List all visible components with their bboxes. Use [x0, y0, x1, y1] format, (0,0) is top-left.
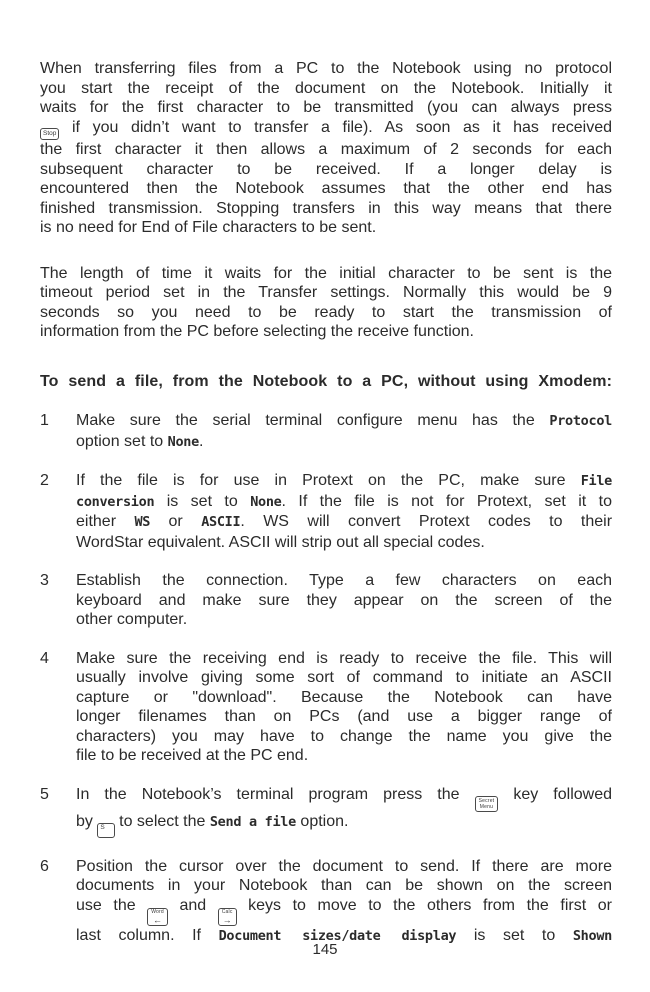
inline-code: None [250, 493, 282, 510]
list-item [40, 411, 612, 452]
list-item-number: 1 [40, 412, 49, 429]
list-item [40, 785, 612, 838]
text-line: If the file is for use in Protext on the PC, make sure File [76, 472, 612, 489]
list-item [40, 857, 612, 947]
text-line: last column. If Document sizes/date display is set to Shown [76, 926, 612, 944]
list-item-number: 4 [40, 649, 49, 667]
text-line: seconds so you need to be ready to start the transmission of [40, 303, 612, 321]
text-line: Stop if you didn’t want to transfer a file). As soon as it has received [40, 118, 612, 141]
inline-code: None [167, 433, 199, 450]
text-line: subsequent character to be received. If a longer delay is [40, 160, 612, 178]
text-line: by S to select the Send a file option. [76, 812, 612, 838]
text-line: waits for the first character to be transmitted (you can always press [40, 99, 612, 116]
calc-right-key-icon: Calc → [218, 908, 237, 926]
inline-code: WS [134, 514, 151, 530]
list-item-number: 2 [40, 472, 49, 489]
stop-key-icon: Stop [40, 128, 59, 141]
list-item-text [76, 571, 612, 630]
text-line: Position the cursor over the document to send. If there are more [76, 857, 612, 875]
text-line: file to be received at the PC end. [76, 747, 309, 764]
text-line: The length of time it waits for the initial character to be sent is the [40, 264, 612, 282]
list-item [40, 649, 612, 766]
text-line: timeout period set in the Transfer settings. Normally this would be 9 [40, 284, 612, 301]
text-line: is no need for End of File characters to be sent. [40, 219, 377, 236]
text-line: characters) you may have to change the name you give the [76, 727, 612, 745]
text-line: In the Notebook’s terminal program press the Secret Menu key followed [76, 785, 612, 813]
s-key-icon: S [97, 823, 114, 838]
text-line: use the Word ← and Calc → keys to move to the others from the first or [76, 896, 612, 925]
inline-code: Send a file [209, 814, 296, 830]
text-line: usually involve giving some sort of command to initiate an ASCII [76, 669, 612, 686]
list-item-number: 3 [40, 572, 49, 589]
text-line: the first character it then allows a maximum of 2 seconds for each [40, 141, 612, 158]
inline-code: Shown [572, 927, 612, 944]
text-line: When transferring files from a PC to the Notebook using no protocol [40, 60, 612, 77]
text-line: WordStar equivalent. ASCII will strip out all special codes. [76, 533, 485, 551]
list-item-text [76, 471, 612, 552]
text-line: option set to None. [76, 432, 204, 450]
text-line: Make sure the receiving end is ready to receive the file. This will [76, 649, 612, 667]
list-item [40, 571, 612, 630]
text-line: keyboard and make sure they appear on the screen of the [76, 591, 612, 609]
list-item-number: 5 [40, 785, 49, 803]
text-line: Make sure the serial terminal configure menu has the Protocol [76, 412, 612, 429]
paragraph [40, 264, 612, 342]
text-line: either WS or ASCII. WS will convert Protext codes to their [76, 513, 613, 530]
inline-code: conversion [76, 493, 155, 510]
text-line: longer filenames than on PCs (and use a bigger range of [76, 708, 612, 725]
list-item-text [76, 785, 612, 838]
list-item-text [76, 411, 612, 452]
text-line: documents in your Notebook than can be shown on the screen [76, 877, 612, 894]
word-left-key-icon: Word ← [147, 908, 168, 926]
list-item-number: 6 [40, 857, 49, 875]
text-line: conversion is set to None. If the file is not for Protext, set it to [76, 492, 612, 510]
list-item-text [76, 857, 612, 947]
text-line: encountered then the Notebook assumes that the other end has [40, 180, 612, 197]
text-line: capture or "download". Because the Notebook can have [76, 688, 612, 706]
inline-code: File [580, 473, 612, 489]
paragraph [40, 59, 612, 238]
list-item-text [76, 649, 612, 766]
inline-code: Document sizes/date display [218, 927, 457, 944]
text-line: other computer. [76, 611, 188, 628]
list-item [40, 471, 612, 552]
secret-menu-key-icon: Secret Menu [475, 796, 499, 812]
text-line: Establish the connection. Type a few characters on each [76, 572, 612, 589]
inline-code: ASCII [201, 514, 241, 530]
page-number: 145 [312, 941, 338, 958]
text-line: information from the PC before selecting the receive function. [40, 323, 474, 340]
document-body [40, 59, 612, 965]
section-heading: To send a file, from the Notebook to a PC, without using Xmodem: [40, 372, 612, 390]
inline-code: Protocol [549, 413, 612, 429]
text-line: finished transmission. Stopping transfers in this way means that there [40, 199, 612, 217]
text-line: you start the receipt of the document on the Notebook. Initially it [40, 79, 612, 97]
